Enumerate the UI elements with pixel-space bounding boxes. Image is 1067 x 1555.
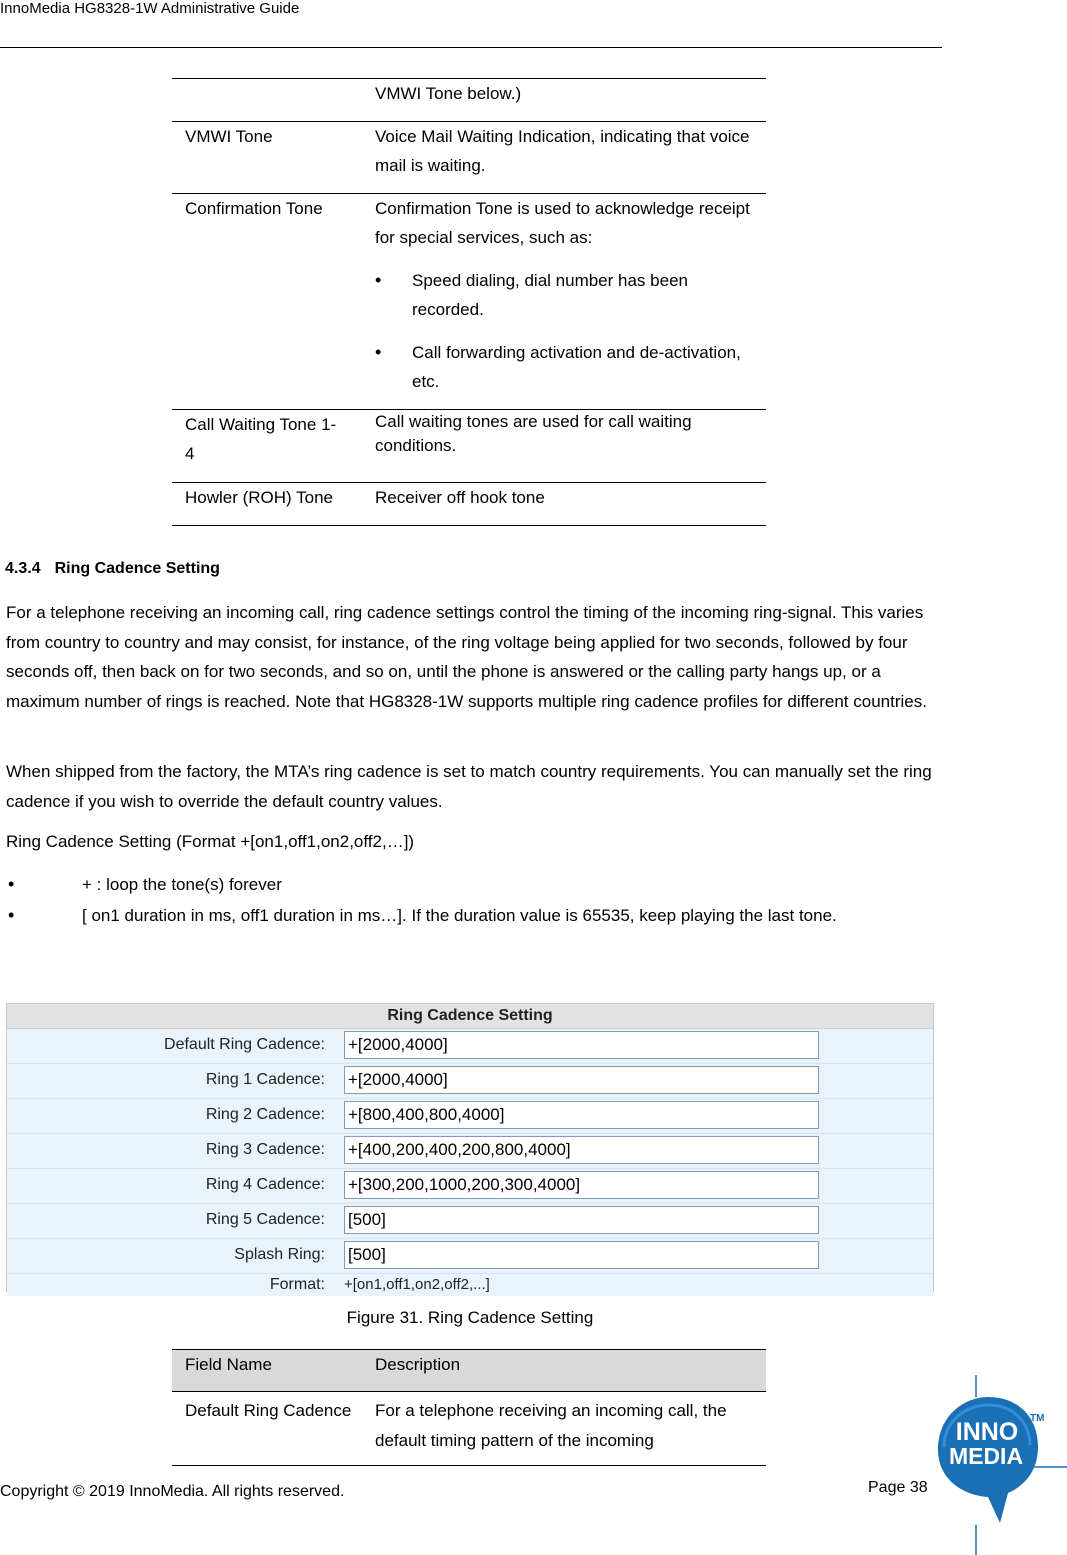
column-header-field: Field Name [185, 1355, 272, 1374]
form-row [7, 1204, 933, 1239]
field-description: For a telephone receiving an incoming call, the default timing pattern of the incoming [375, 1401, 727, 1450]
field-label: Ring 1 Cadence: [205, 1071, 325, 1088]
logo-trademark: TM [1030, 1413, 1045, 1424]
form-row [7, 1099, 933, 1134]
table-row [172, 122, 766, 194]
field-description [375, 194, 755, 396]
ring-3-cadence-input[interactable]: +[400,200,400,200,800,4000] [344, 1136, 819, 1164]
description-text: Confirmation Tone is used to acknowledge receipt for special services, such as: [375, 199, 750, 247]
field-description: Receiver off hook tone [375, 488, 545, 507]
header-rule [0, 47, 942, 48]
copyright: Copyright © 2019 InnoMedia. All rights reserved. [0, 1483, 345, 1500]
form-row [7, 1029, 933, 1064]
table-row [172, 483, 766, 526]
logo-text-media: MEDIA [948, 1443, 1024, 1469]
bullet-list [8, 870, 928, 930]
list-item: • Speed dialing, dial number has been recorded. [375, 266, 755, 324]
tone-table [172, 78, 766, 526]
ring-5-cadence-input[interactable]: [500] [344, 1206, 819, 1234]
field-label: Splash Ring: [234, 1246, 325, 1263]
field-table [172, 1349, 766, 1466]
splash-ring-input[interactable]: [500] [344, 1241, 819, 1269]
paragraph: When shipped from the factory, the MTA’s ring cadence is set to match country requirements. You can manually set the ring cadence if you wish to override the default country values. [6, 762, 932, 811]
figure-caption: Figure 31. Ring Cadence Setting [346, 1308, 594, 1327]
document-header: InnoMedia HG8328-1W Administrative Guide [0, 0, 300, 17]
table-row [172, 410, 766, 483]
field-label: Default Ring Cadence: [164, 1036, 325, 1053]
field-name: Call Waiting Tone 1-4 [185, 415, 337, 463]
default-ring-cadence-input[interactable]: +[2000,4000] [344, 1031, 819, 1059]
format-value: +[on1,off1,on2,off2,...] [344, 1276, 490, 1293]
section-title: Ring Cadence Setting [54, 560, 220, 577]
field-name: Howler (ROH) Tone [185, 488, 334, 507]
panel-title: Ring Cadence Setting [7, 1004, 933, 1029]
column-header-description: Description [375, 1355, 461, 1374]
field-name: Confirmation Tone [185, 199, 323, 218]
ring-4-cadence-input[interactable]: +[300,200,1000,200,300,4000] [344, 1171, 819, 1199]
form-row [7, 1239, 933, 1274]
paragraph: Ring Cadence Setting (Format +[on1,off1,on2,off2,…]) [6, 832, 415, 851]
paragraph: For a telephone receiving an incoming call, ring cadence settings control the timing of the incoming ring-signal. This varies from country to country and may consist, for instance, of the ring voltage being applied for two seconds, followed by four seconds off, then back on for two seconds, and so on, until the phone is answered or the calling party hangs up, or a maximum number of rings is reached. Note that HG8328-1W supports multiple ring cadence profiles for different countries. [6, 603, 927, 711]
field-label: Ring 3 Cadence: [205, 1141, 325, 1158]
list-item: • Call forwarding activation and de-activation, etc. [375, 338, 755, 396]
ring-2-cadence-input[interactable]: +[800,400,800,4000] [344, 1101, 819, 1129]
format-label: Format: [269, 1276, 325, 1293]
table-row [172, 1392, 766, 1466]
section-number: 4.3.4 [5, 560, 41, 577]
ring-1-cadence-input[interactable]: +[2000,4000] [344, 1066, 819, 1094]
field-name: VMWI Tone [185, 127, 273, 146]
innomedia-logo [930, 1375, 1067, 1555]
form-row [7, 1064, 933, 1099]
field-description: Call waiting tones are used for call waiting conditions. [375, 412, 692, 455]
field-name: Default Ring Cadence [185, 1401, 352, 1420]
field-description: Voice Mail Waiting Indication, indicating that voice mail is waiting. [375, 127, 750, 175]
field-description: VMWI Tone below.) [375, 84, 522, 103]
table-row [172, 79, 766, 122]
section-heading [5, 560, 220, 578]
table-row [172, 194, 766, 410]
form-row [7, 1169, 933, 1204]
ring-cadence-panel [6, 1003, 934, 1292]
logo-text-inno: INNO [955, 1418, 1019, 1446]
field-label: Ring 4 Cadence: [205, 1176, 325, 1193]
form-row [7, 1134, 933, 1169]
format-row [7, 1274, 933, 1296]
field-label: Ring 5 Cadence: [205, 1211, 325, 1228]
field-label: Ring 2 Cadence: [205, 1106, 325, 1123]
table-header [172, 1349, 766, 1392]
list-item: • + : loop the tone(s) forever [8, 870, 928, 899]
page-number: Page 38 [868, 1479, 928, 1496]
list-item: • [ on1 duration in ms, off1 duration in ms…]. If the duration value is 65535, keep playing the last tone. [8, 901, 928, 930]
